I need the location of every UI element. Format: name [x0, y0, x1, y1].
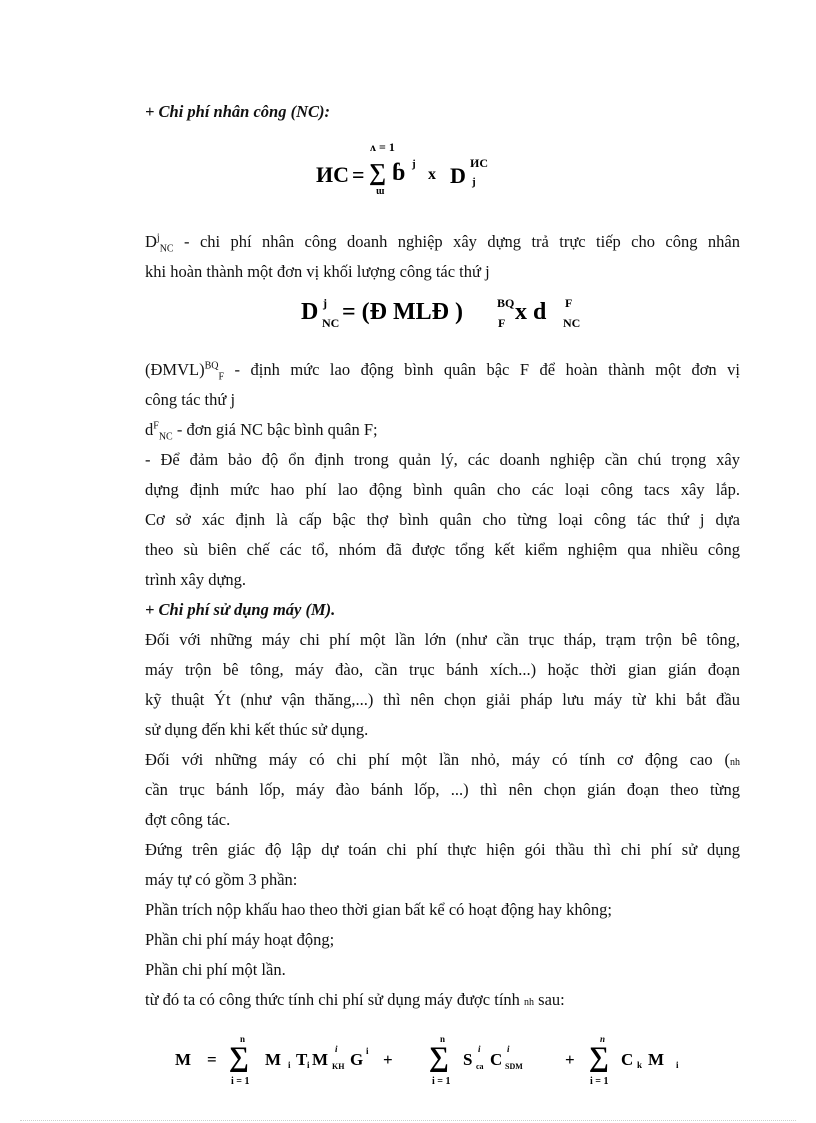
formula3-term-Mi-sub: i [676, 1060, 679, 1070]
paragraph-formula-intro: từ đó ta có công thức tính chi phí sử dụng máy được tính nh sau: [145, 990, 565, 1009]
formula3-sum3-bottom: i = 1 [590, 1076, 609, 1087]
formula1-D-sup: ИС [470, 156, 488, 170]
formula1-D: D [450, 163, 466, 188]
formula1-D-sub: j [472, 176, 476, 188]
formula1-equals: = [352, 162, 365, 187]
formula2-d-sub: NC [563, 316, 581, 330]
paragraph-large-machines-line-4: sử dụng đến khi kết thúc sử dụng. [145, 720, 369, 739]
formula1-times: x [428, 166, 436, 183]
formula3-sum2-bottom: i = 1 [432, 1076, 451, 1087]
formula3-plus2: + [565, 1050, 575, 1069]
paragraph-dfnc-definition: $d^F_{NC}$ - đơn giá NC bậc bình quân F; [145, 420, 378, 443]
formula3-term-M-sub: i [288, 1060, 291, 1070]
paragraph-three-parts-line-1: Đứng trên giác độ lập dự toán chi phí thực hiện gói thầu thì chi phí sử dụng [145, 840, 740, 859]
formula1-lhs: ИС [316, 162, 349, 187]
paragraph-dnc-definition-cont: khi hoàn thành một đơn vị khối lượng công tác thứ j [145, 262, 490, 281]
formula3-term-T: T [296, 1050, 308, 1069]
formula3-sum3: ∑ [589, 1042, 609, 1073]
paragraph-dnc-definition: $D^j_{NC}$ - chi phí nhân công doanh nghiệp xây dựng trả trực tiếp cho công nhân [145, 232, 740, 255]
formula3-equals: = [207, 1050, 217, 1069]
formula1-sum-bottom: ɯ [376, 186, 385, 197]
page-bottom-divider [20, 1120, 796, 1121]
formula2-d-sup: F [565, 296, 573, 310]
paragraph-stability-line-2: dựng định mức hao phí lao động bình quân cho các loại công tacs xây lắp. [145, 480, 740, 499]
formula2-f-sub: F [498, 316, 506, 330]
formula1-sigma: ∑ [369, 160, 387, 186]
formula1-delta-sup: j [412, 158, 416, 170]
formula3-plus1: + [383, 1050, 393, 1069]
formula3-term-M: M [265, 1050, 282, 1069]
formula3-term-C-sup: i [507, 1044, 510, 1054]
formula1-sum-top: ʌ = 1 [370, 140, 395, 154]
formula3-term-G-sup: i [366, 1046, 369, 1056]
formula3-term-S-sub: ca [476, 1062, 484, 1071]
formula3-term-G: G [350, 1050, 364, 1069]
formula3-sum1-bottom: i = 1 [231, 1076, 250, 1087]
paragraph-stability-line-4: theo sù biên chế các tổ, nhóm đã được tổng kết kiểm nghiệm qua nhiều công [145, 540, 740, 559]
formula3-term-Mi: M [648, 1050, 665, 1069]
formula2-times-d: x d [515, 299, 547, 325]
paragraph-small-machines-line-2: cần trục bánh lốp, máy đào bánh lốp, ...) thì nên chọn gián đoạn theo từng [145, 780, 740, 799]
paragraph-large-machines-line-1: Đối với những máy chi phí một lần lớn (như cần trục tháp, trạm trộn bê tông, [145, 630, 740, 649]
part-depreciation: Phần trích nộp khấu hao theo thời gian bất kể có hoạt động hay không; [145, 900, 612, 919]
formula3-term-Ck-sub: k [637, 1060, 643, 1070]
formula3-M: M [175, 1050, 192, 1069]
part-one-time-cost: Phần chi phí một lần. [145, 960, 286, 979]
paragraph-stability-line-1: - Để đảm bảo độ ổn định trong quản lý, các doanh nghiệp cần chú trọng xây [145, 450, 740, 469]
paragraph-large-machines-line-2: máy trộn bê tông, máy đào, cần trục bánh xích...) hoặc thời gian gián đoạn [145, 660, 740, 679]
formula3-sum2: ∑ [429, 1042, 449, 1073]
paragraph-large-machines-line-3: kỹ thuật Ýt (như vận thăng,...) thì nên chọn giải pháp lưu máy từ khi bắt đầu [145, 690, 740, 709]
formula3-sum3-top: n [600, 1034, 606, 1044]
formula3-sum1: ∑ [229, 1042, 249, 1073]
paragraph-stability-line-5: trình xây dựng. [145, 570, 247, 589]
heading-labor-cost: + Chi phí nhân công (NC): [145, 102, 330, 121]
formula2-dmld: = (Đ MLĐ ) [342, 299, 463, 325]
formula3-term-C-sub: SDM [505, 1062, 523, 1071]
part-operating-cost: Phần chi phí máy hoạt động; [145, 930, 335, 949]
formula3-term-C: C [490, 1050, 503, 1069]
paragraph-dmvl-definition: (ĐMVL)$^{BQ}_F$ - định mức lao động bình quân bậc F để hoàn thành một đơn vị [145, 360, 740, 383]
formula3-term-S: S [463, 1050, 473, 1069]
formula3-sum1-top: n [240, 1034, 246, 1044]
formula3-term-T-sub: i [307, 1060, 310, 1070]
paragraph-stability-line-3: Cơ sở xác định là cấp bậc thợ bình quân cho từng loại công tác thứ j dựa [145, 510, 740, 529]
formula3-term-Ck: C [621, 1050, 634, 1069]
formula2-bq-sup: BQ [497, 296, 515, 310]
formula2-D-sub: NC [322, 316, 340, 330]
paragraph-three-parts-line-2: máy tự có gồm 3 phần: [145, 870, 298, 889]
paragraph-small-machines-line-1: Đối với những máy có chi phí một lần nhỏ, máy có tính cơ động cao (nh [145, 750, 740, 769]
formula3-term-MKH-sup: i [335, 1044, 338, 1054]
formula1-delta: ɓ [392, 160, 406, 186]
formula3-term-S-sup: i [478, 1044, 481, 1054]
heading-machine-cost: + Chi phí sử dụng máy (M). [145, 600, 336, 619]
formula2-D: D [301, 299, 319, 325]
formula3-sum2-top: n [440, 1034, 446, 1044]
paragraph-dmvl-definition-cont: công tác thứ j [145, 390, 236, 409]
paragraph-small-machines-line-3: đợt công tác. [145, 810, 231, 829]
formula3-term-MKH: M [312, 1050, 329, 1069]
formula2-D-sup: j [323, 296, 327, 310]
formula3-term-MKH-sub: KH [332, 1062, 345, 1071]
